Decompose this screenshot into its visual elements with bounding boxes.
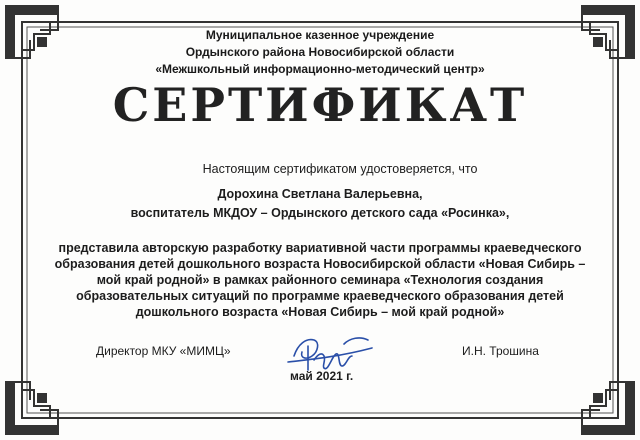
- issuer-line-2: Ордынского района Новосибирской области: [185, 45, 455, 59]
- body-line-5: дошкольного возраста «Новая Сибирь – мой край родной»: [135, 305, 505, 319]
- issue-date: май 2021 г.: [290, 369, 354, 383]
- corner-ornament-bottom-right: [582, 382, 634, 434]
- issuer-line-1: Муниципальное казенное учреждение: [205, 28, 435, 42]
- body-line-3: мой край родной» в рамках районного семинара «Технология создания: [96, 273, 544, 287]
- certificate-title: СЕРТИФИКАТ: [112, 78, 528, 132]
- corner-ornament-bottom-left: [6, 382, 58, 434]
- body-line-2: образования детей дошкольного возраста Новосибирской области «Новая Сибирь –: [54, 257, 586, 271]
- recipient-position: воспитатель МКДОУ – Ордынского детского сада «Росинка»,: [130, 206, 510, 220]
- recipient-name: Дорохина Светлана Валерьевна,: [217, 187, 423, 201]
- issuer-line-3: «Межшкольный информационно-методический центр»: [155, 62, 485, 76]
- intro-text: Настоящим сертификатом удостоверяется, что: [202, 162, 478, 176]
- body-line-4: образовательных ситуаций по программе краеведческого образования детей: [76, 289, 564, 303]
- body-line-1: представила авторскую разработку вариативной части программы краеведческого: [58, 241, 582, 255]
- director-title: Директор МКУ «МИМЦ»: [96, 344, 231, 358]
- signatory-name: И.Н. Трошина: [462, 344, 539, 358]
